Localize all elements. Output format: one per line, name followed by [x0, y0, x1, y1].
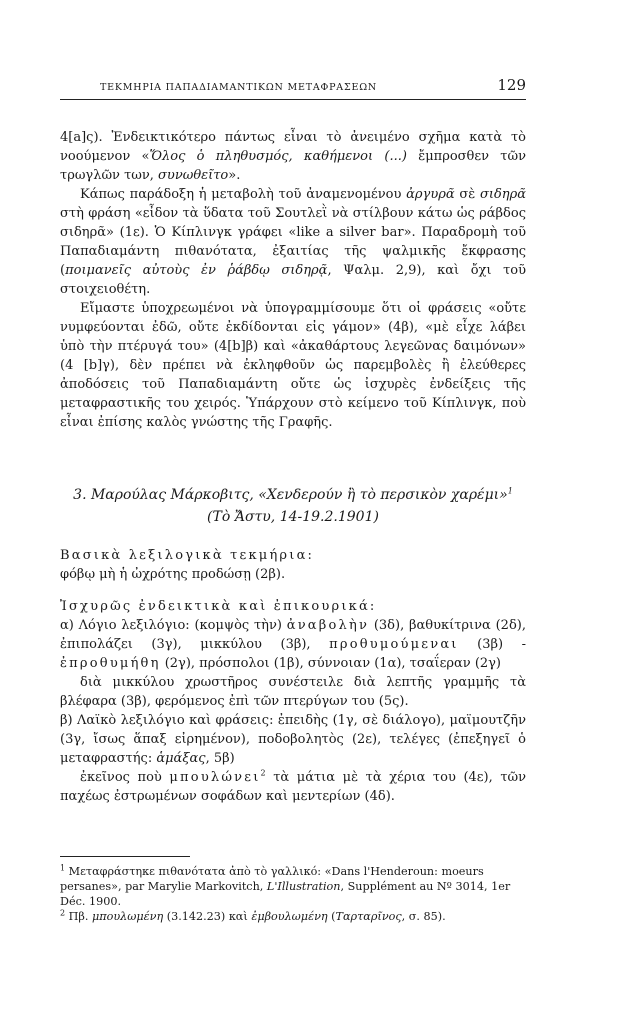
text: σὲ [454, 187, 480, 202]
strong-evidence [60, 597, 526, 806]
quoted-text: Ὅλος ὁ πληθυσμός, καθήμενοι (...) [149, 149, 407, 164]
item-a-continuation: διὰ μικκύλου χρωστῆρος συνέστειλε διὰ λεπτῆς γραμμῆς τὰ βλέφαρα (3β), φερόμενος ἐπὶ τῶν πτερύγων του (5ς). [60, 675, 526, 709]
section-title [60, 484, 526, 528]
text: ». [228, 168, 241, 183]
basic-evidence-line: φόβῳ μὴ ἡ ὠχρότης προδώσῃ (2β). [60, 567, 286, 582]
item-b-continuation [60, 768, 526, 806]
footnote-marker: 1 [507, 486, 513, 496]
spaced-word: προθυμούμεναι [329, 637, 459, 652]
text: , Supplément au Nº 3014, 1er Déc. 1900. [60, 880, 511, 908]
running-head: ΤΕΚΜΗΡΙΑ ΠΑΠΑΔΙΑΜΑΝΤΙΚΩΝ ΜΕΤΑΦΡΑΣΕΩΝ [100, 82, 378, 93]
footnote-marker: 2 [260, 768, 266, 778]
footnotes [60, 864, 526, 924]
book-page [60, 0, 526, 1024]
footnote-number: 1 [60, 863, 66, 873]
text: ἐκεῖνος ποὺ [80, 770, 170, 785]
section-title-line-2: (Τὸ Ἄστυ, 14-19.2.1901) [207, 509, 379, 525]
page-header [60, 76, 526, 98]
italic-word: ἁμάξας [156, 751, 206, 766]
text: (3.142.23) καὶ [163, 910, 252, 923]
section-title-line-1 [60, 484, 526, 506]
text: α) Λόγιο λεξιλόγιο: (κομψὸς τὴν) [60, 618, 287, 633]
text: Κάπως παράδοξη ἡ μεταβολὴ τοῦ ἀναμενομένου [80, 187, 407, 202]
psalm-quote: ποιμανεῖς αὐτοὺς ἐν ῥάβδῳ σιδηρᾷ [65, 263, 328, 278]
text: , σ. 85). [401, 910, 446, 923]
text: ( [327, 910, 336, 923]
text: Πβ. [65, 910, 92, 923]
spaced-word: ἐπροθυμήθη [60, 656, 161, 671]
section-heading-text: 3. Μαρούλας Μάρκοβιτς, «Χενδερούν ἢ τὸ περσικὸν χαρέμι» [73, 487, 508, 503]
basic-evidence-heading: Βασικὰ λεξιλογικὰ τεκμήρια: [60, 548, 315, 563]
main-text [60, 128, 526, 432]
text: (3δ), βαθυκίτρινα (2δ), ἐπιπολάζει (3γ), μικκύλου (3β), [60, 618, 526, 652]
footnote-2 [60, 909, 526, 924]
paragraph-3: Εἴμαστε ὑποχρεωμένοι νὰ ὑπογραμμίσουμε ὅτι οἱ φράσεις «οὔτε νυμφεύονται ἐδῶ, οὔτε ἐκδίδονται εἰς γάμον» (4β), «μὲ εἶχε λάβει ὑπὸ τὴν πτέρυγά του» (4[b]β) καὶ «ἀκαθάρτους λεγεῶνας δαιμόνων» (4 [b]γ), δὲν πρέπει νὰ ἐκληφθοῦν ὡς παρεμβολὲς ἢ ἐλεύθερες ἀποδόσεις τοῦ Παπαδιαμάντη οὔτε ὡς ἰσχυρὲς ἐνδείξεις τῆς μεταφραστικῆς του χειρός. Ὑπάρχουν στὸ κείμενο τοῦ Κίπλινγκ, ποὺ εἶναι ἐπίσης καλὸς γνώστης τῆς Γραφῆς. [60, 301, 526, 430]
spaced-word: μπουλώνει [169, 770, 261, 785]
quoted-text: συνωθεῖτο [158, 168, 229, 183]
text: (2γ), πρόσπολοι (1β), σύννοιαν (1α), τσαΐεραν (2γ) [160, 656, 502, 671]
text: ἔμπροσθεν τῶν τρωγλῶν των, [60, 149, 526, 183]
italic-word: ἐμβουλωμένη [251, 910, 328, 923]
header-rule [60, 99, 526, 100]
italic-title: Ταρταρῖνος [335, 910, 402, 923]
italic-word: μπουλωμένη [92, 910, 164, 923]
footnote-number: 2 [60, 908, 66, 918]
strong-evidence-heading: Ἰσχυρῶς ἐνδεικτικὰ καὶ ἐπικουρικά: [60, 599, 377, 614]
page-number: 129 [497, 76, 526, 94]
paragraph-1 [60, 128, 526, 185]
italic-word: σιδηρᾶ [479, 187, 526, 202]
footnote-1 [60, 864, 526, 909]
italic-word: ἀργυρᾶ [406, 187, 455, 202]
paragraph-2 [60, 185, 526, 299]
basic-evidence [60, 546, 526, 584]
item-b [60, 711, 526, 768]
footnote-rule [60, 856, 190, 857]
italic-title: L'Illustration [266, 880, 341, 893]
text: (3β) - [458, 637, 526, 652]
text: στὴ φράση «εἶδον τὰ ὕδατα τοῦ Σουτλεῒ νὰ στίλβουν κάτω ὡς ράβδος σιδηρᾶ» (1ε). Ὁ Κίπλινγκ γράφει «like a silver bar». Παραδρομὴ τοῦ Παπαδιαμάντη πιθανότατα, ἐξαιτίας τῆς ψαλμικῆς ἔκφρασης ( [60, 206, 526, 278]
spaced-word: ἀναβολὴν [286, 618, 370, 633]
text: β) Λαϊκὸ λεξιλόγιο καὶ φράσεις: ἐπειδὴς (1γ, σὲ διάλογο), μαϊμουτζῆν (3γ, ἴσως ἅπαξ εἰρημένον), ποδοβολητὸς (2ε), τελέγες (ἐπεξηγεῖ ὁ μεταφραστής: [60, 713, 526, 766]
text: τὰ μάτια μὲ τὰ χέρια του (4ε), τῶν παχέως ἐστρωμένων σοφάδων καὶ μεντερίων (4δ). [60, 770, 527, 804]
text: , 5β) [205, 751, 235, 766]
text: Μεταφράστηκε πιθανότατα ἀπὸ τὸ γαλλικό: «Dans l'Henderoun: moeurs persanes», par Marylie Markovitch, [60, 865, 484, 893]
text: , Ψαλμ. 2,9), καὶ ὄχι τοῦ στοιχειοθέτη. [60, 263, 526, 297]
item-a [60, 616, 526, 673]
text: 4[a]ς). Ἐνδεικτικότερο πάντως εἶναι τὸ ἀνειμένο σχῆμα κατὰ τὸ νοούμενον « [60, 130, 526, 164]
